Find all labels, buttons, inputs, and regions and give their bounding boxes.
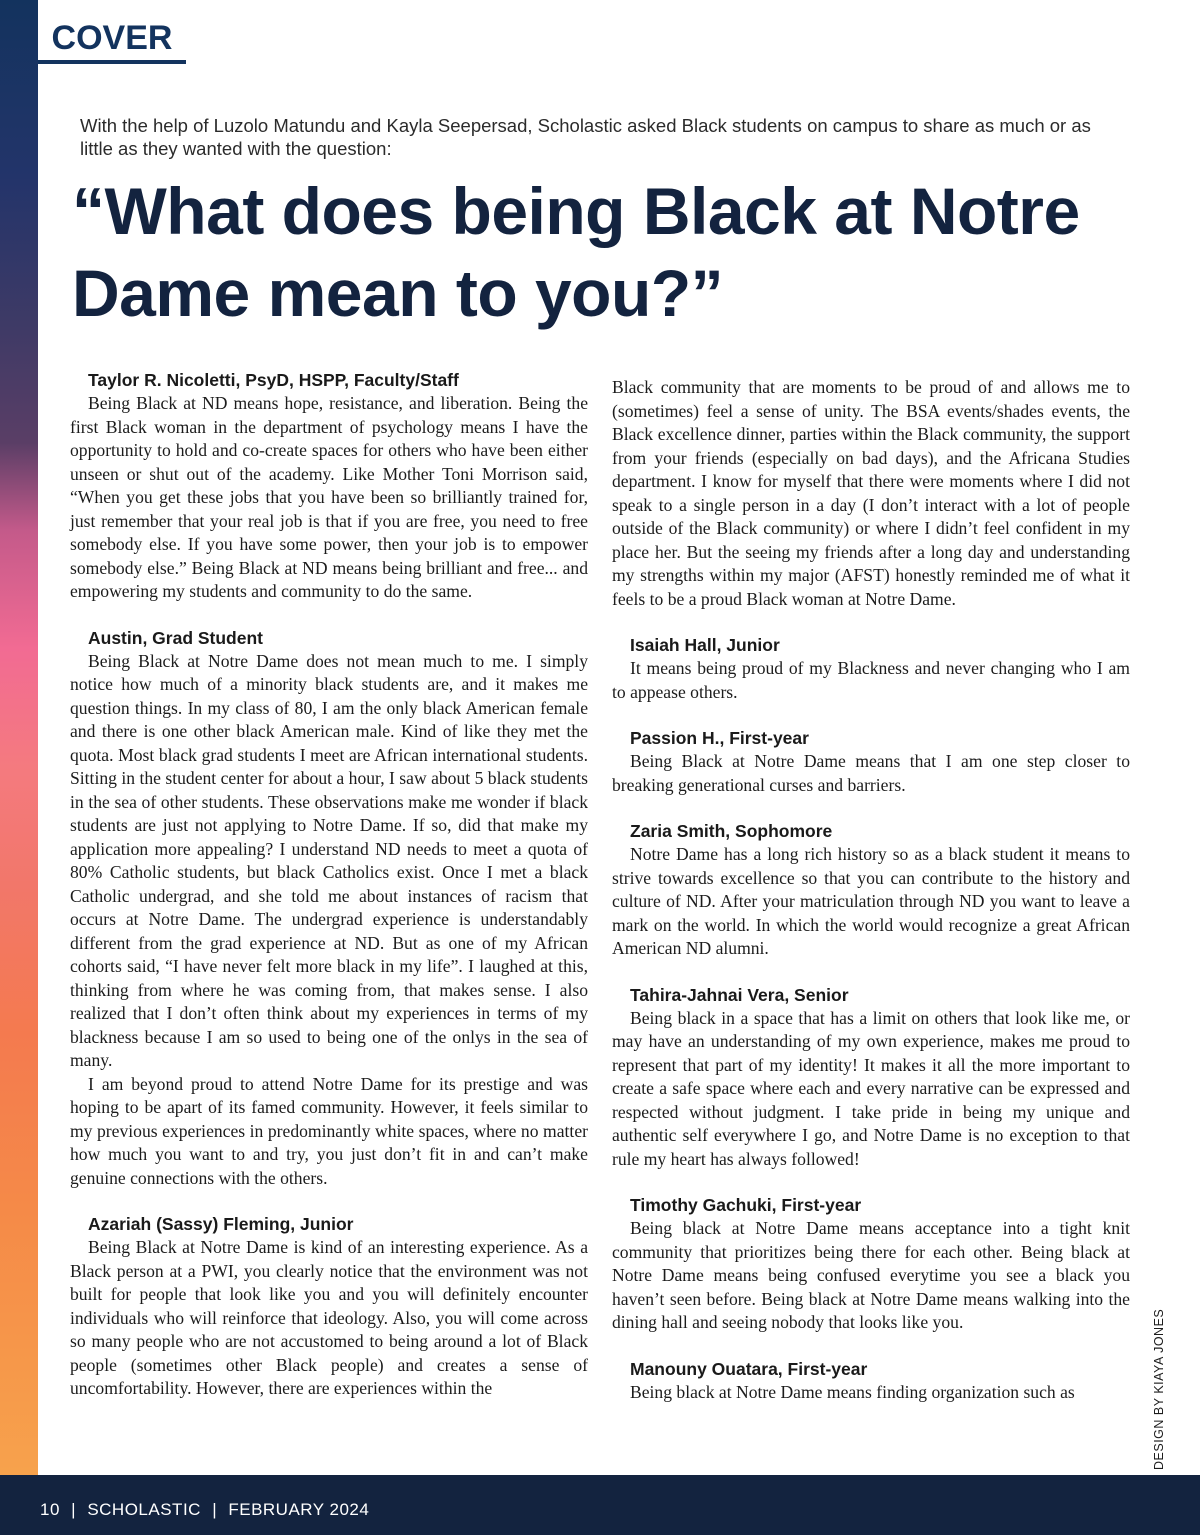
respondent-name: Zaria Smith, Sophomore [630,821,833,841]
response-entry [612,1193,1130,1335]
response-text: Black community that are moments to be proud of and allows me to (sometimes) feel a sense of unity. The BSA events/shades events, the Black excellence dinner, parties within the Black community, the support from your friends (especially on bad days), and the Africana Studies department. I know for myself that there were moments where I did not speak to a single person in a day (I don’t interact with a lot of people outside of the Black community) or where I didn’t feel confident in my place her. But the seeing my friends after a long day and understanding my strengths within my major (AFST) honestly reminded me of what it feels to be a proud Black woman at Notre Dame. [612,377,1130,609]
response-text: Being Black at Notre Dame does not mean much to me. I simply notice how much of a minority black students are, and it makes me question things. In my class of 80, I am the only black American female and there is one other black American male. Kind of like they met the quota. Most black grad students I meet are African international students. Sitting in the student center for about a hour, I saw about 5 black students in the sea of other students. These observations make me wonder if black students are just not applying to Notre Dame. If so, did that make my application more appealing? I understand ND needs to meet a quota of 80% Catholic students, but black Catholics exist. Once I met a black Catholic undergrad, and she told me about instances of racism that occurs at Notre Dame. The undergrad experience is understandably different from the grad experience at ND. But as one of my African cohorts said, “I have never felt more black in my life”. I laughed at this, thinking from where he was coming from, that makes sense. I also realized that I don’t often think about my experiences in terms of my blackness because I am so used to being one of the onlys in the sea of many. [70,650,588,1070]
response-entry [612,983,1130,1172]
response-entry [612,633,1130,704]
page-number: 10 [40,1500,60,1519]
respondent-name: Taylor R. Nicoletti, PsyD, HSPP, Faculty/Staff [88,370,459,390]
response-entry [612,1357,1130,1405]
respondent-name: Austin, Grad Student [88,627,263,648]
response-entry [70,626,588,1191]
left-column [70,368,588,1423]
response-text: Being black at Notre Dame means finding organization such as [630,1381,1075,1402]
response-text: Being Black at Notre Dame means that I am one step closer to breaking generational curses and barriers. [612,751,1130,795]
respondent-name: Azariah (Sassy) Fleming, Junior [88,1214,354,1234]
respondent-name: Manouny Ouatara, First-year [630,1358,868,1379]
design-credit: DESIGN BY KIAYA JONES [1152,1308,1166,1470]
magazine-name: SCHOLASTIC [87,1500,201,1519]
right-column [612,376,1130,1426]
footer-separator: | [71,1500,77,1519]
respondent-name: Passion H., First-year [630,728,809,748]
issue-date: FEBRUARY 2024 [228,1500,370,1519]
section-label: COVER [38,16,186,64]
response-entry [70,1212,588,1401]
response-continuation [612,376,1130,611]
response-text: Being black at Notre Dame means acceptance into a tight knit community that prioritizes being there for each other. Being black at Notre Dame means being confused everytime you see a black you haven’t seen before. Being black at Notre Dame means walking into the dining hall and seeing nobody that looks like you. [612,1218,1130,1332]
response-entry [612,819,1130,961]
response-text: Being black in a space that has a limit on others that look like me, or may have an understanding of my own experience, makes me proud to represent that part of my identity! It makes it all the more important to create a safe space where each and every narrative can be expressed and respected without judgment. I take pride in being my unique and authentic self everywhere I go, and Notre Dame is no exception to that rule my heart has always followed! [612,1007,1130,1169]
respondent-name: Isaiah Hall, Junior [630,635,780,655]
page-footer [0,1475,1200,1535]
response-text: Notre Dame has a long rich history so as a black student it means to strive towards excellence so that you can contribute to the history and culture of ND. After your matriculation through ND you want to leave a mark on the world. In which the world would recognize a great African American ND alumni. [612,844,1130,958]
headline: “What does being Black at Notre Dame mean to you?” [72,174,1080,330]
response-text: Being Black at Notre Dame is kind of an interesting experience. As a Black person at a PWI, you clearly notice that the environment was not built for people that look like you and you will definitely encounter individuals who will reinforce that ideology. Also, you will come across so many people who are not accustomed to being around a lot of Black people (sometimes other Black people) and creates a sense of uncomfortability. However, there are experiences within the [70,1237,588,1398]
decorative-gradient-strip [0,0,38,1475]
respondent-name: Tahira-Jahnai Vera, Senior [630,984,849,1005]
footer-separator: | [212,1500,218,1519]
response-entry [70,368,588,604]
response-text: I am beyond proud to attend Notre Dame for its prestige and was hoping to be apart of its famed community. However, it feels similar to my previous experiences in predominantly white spaces, where no matter how much you want to and try, you just don’t fit in and can’t make genuine connections with the others. [70,1073,588,1188]
response-text: Being Black at ND means hope, resistance, and liberation. Being the first Black woman in the department of psychology means I have the opportunity to hold and co-create spaces for others who have been either unseen or shut out of the academy. Like Mother Toni Morrison said, “When you get these jobs that you have been so brilliantly trained for, just remember that your real job is that if you are free, you need to free somebody else. If you have some power, then your job is to empower somebody else.” Being Black at ND means being brilliant and free... and empowering my students and community to do the same. [70,393,588,601]
response-entry [612,726,1130,797]
respondent-name: Timothy Gachuki, First-year [630,1195,862,1215]
response-text: It means being proud of my Blackness and never changing who I am to appease others. [612,658,1130,702]
intro-paragraph: With the help of Luzolo Matundu and Kayla Seepersad, Scholastic asked Black students on campus to share as much or as little as they wanted with the question: [80,115,1091,159]
